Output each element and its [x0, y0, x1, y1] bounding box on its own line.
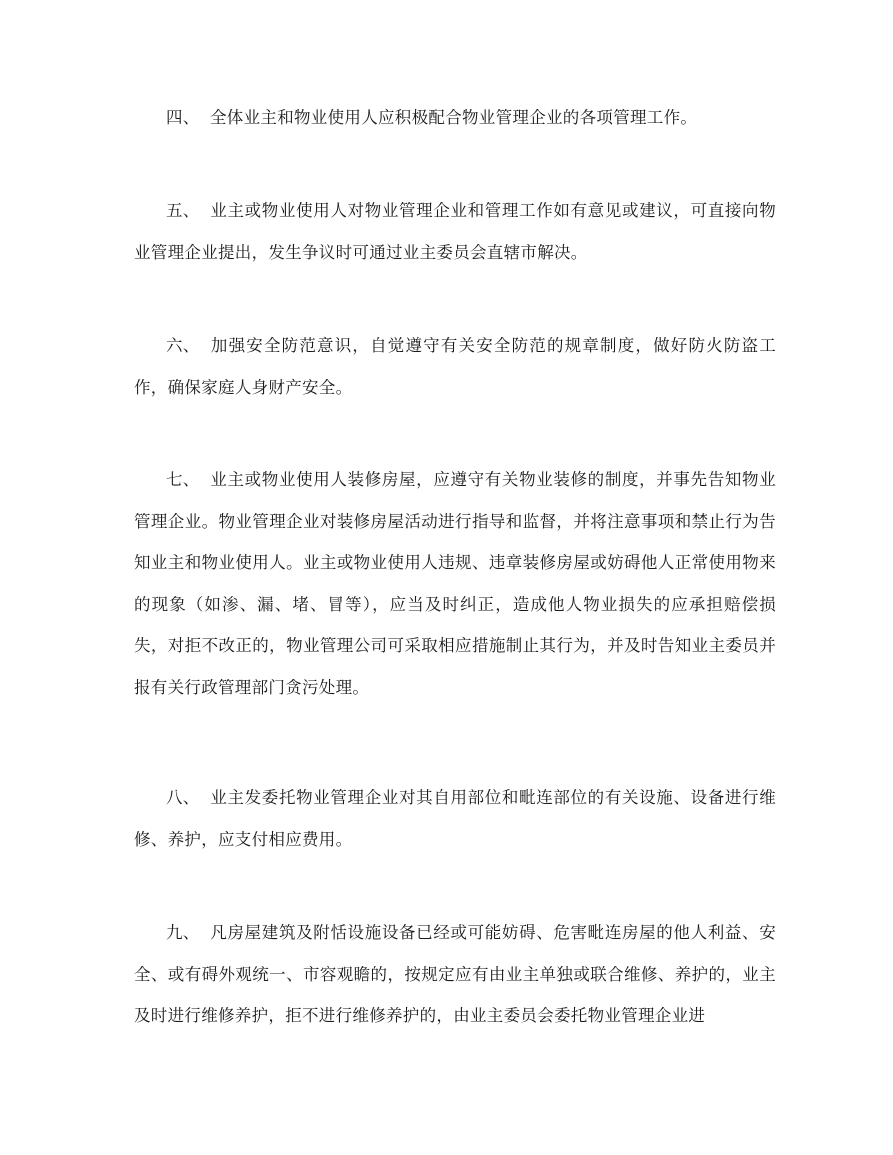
paragraph-text: 业主或物业使用人装修房屋，应遵守有关物业装修的制度，并事先告知物业管理企业。物业管理企业对装修房屋活动进行指导和监督，并将注意事项和禁止行为告知业主和物业使用人。业主或物业使用人违规、违章装修房屋或妨碍他人正常使用物来的现象（如渗、漏、堵、冒等），应当及时纠正，造成他人物业损失的应承担赔偿损失，对拒不改正的，物业管理公司可采取相应措施制止其行为，并及时告知业主委员并报有关行政管理部门贪污处理。	[134, 470, 776, 697]
paragraph-text: 业主或物业使用人对物业管理企业和管理工作如有意见或建议，可直接向物业管理企业提出，发生争议时可通过业主委员会直辖市解决。	[134, 201, 776, 262]
paragraph-8	[134, 777, 776, 860]
paragraph-number: 四、	[166, 108, 200, 127]
paragraph-text: 业主发委托物业管理企业对其自用部位和毗连部位的有关设施、设备进行维修、养护，应支付相应费用。	[134, 788, 776, 849]
paragraph-7	[134, 459, 776, 708]
paragraph-number: 五、	[166, 201, 200, 220]
paragraph-4	[134, 97, 776, 139]
paragraph-number: 九、	[166, 923, 200, 942]
paragraph-6	[134, 325, 776, 408]
paragraph-text: 凡房屋建筑及附恬设施设备已经或可能妨碍、危害毗连房屋的他人利益、安全、或有碍外观统一、市容观瞻的，按规定应有由业主单独或联合维修、养护的，业主及时进行维修养护，拒不进行维修养护的，由业主委员会委托物业管理企业进	[134, 923, 776, 1025]
paragraph-text: 全体业主和物业使用人应积极配合物业管理企业的各项管理工作。	[210, 108, 698, 127]
paragraph-9	[134, 912, 776, 1037]
paragraph-number: 六、	[166, 336, 200, 355]
paragraph-number: 七、	[166, 470, 200, 489]
paragraph-5	[134, 190, 776, 273]
paragraph-text: 加强安全防范意识，自觉遵守有关安全防范的规章制度，做好防火防盗工作，确保家庭人身财产安全。	[134, 336, 776, 397]
paragraph-number: 八、	[166, 788, 200, 807]
